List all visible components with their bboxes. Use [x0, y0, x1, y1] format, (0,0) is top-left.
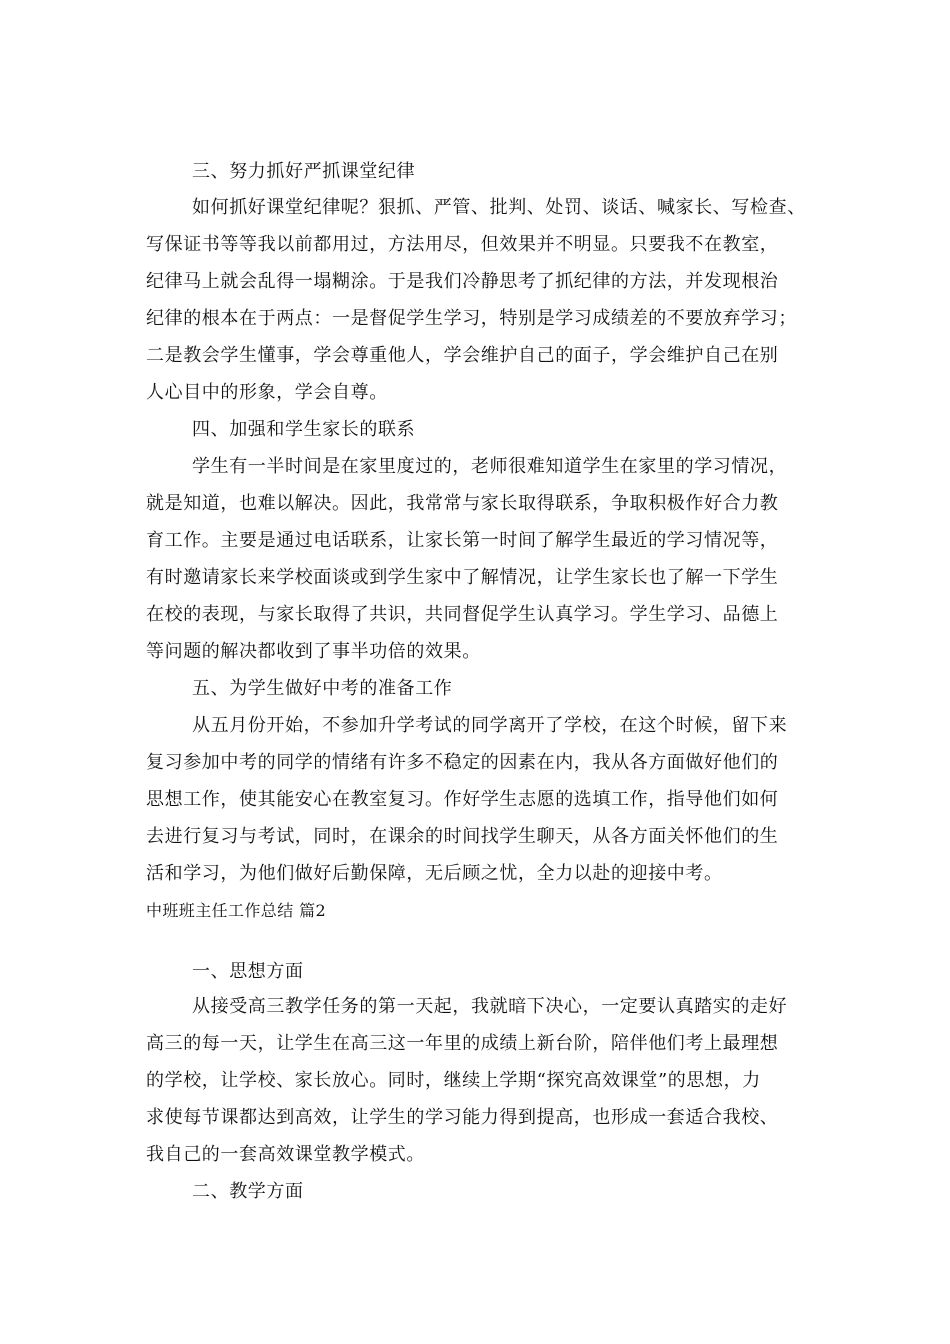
section4-heading: 四、加强和学生家长的联系 [192, 419, 416, 440]
paragraph-line: 去进行复习与考试，同时，在课余的时间找学生聊天，从各方面关怀他们的生 [146, 826, 779, 847]
paragraph-line: 在校的表现，与家长取得了共识，共同督促学生认真学习。学生学习、品德上 [146, 604, 779, 625]
article2-section1-heading: 一、思想方面 [192, 961, 304, 982]
paragraph-line: 思想工作，使其能安心在教室复习。作好学生志愿的选填工作，指导他们如何 [146, 789, 779, 810]
paragraph-line: 纪律马上就会乱得一塌糊涂。于是我们冷静思考了抓纪律的方法，并发现根治 [146, 271, 779, 292]
section3-heading: 三、努力抓好严抓课堂纪律 [192, 161, 416, 182]
paragraph-line: 复习参加中考的同学的情绪有许多不稳定的因素在内，我从各方面做好他们的 [146, 752, 779, 773]
paragraph-line: 活和学习，为他们做好后勤保障，无后顾之忧，全力以赴的迎接中考。 [146, 863, 723, 884]
paragraph-line: 等问题的解决都收到了事半功倍的效果。 [146, 641, 481, 662]
paragraph-line: 从接受高三教学任务的第一天起，我就暗下决心，一定要认真踏实的走好 [192, 996, 788, 1017]
paragraph-line: 高三的每一天，让学生在高三这一年里的成绩上新台阶，陪伴他们考上最理想 [146, 1033, 779, 1054]
paragraph-line: 写保证书等等我以前都用过，方法用尽，但效果并不明显。只要我不在教室， [146, 234, 779, 255]
paragraph-line: 有时邀请家长来学校面谈或到学生家中了解情况，让学生家长也了解一下学生 [146, 567, 779, 588]
paragraph-line: 就是知道，也难以解决。因此，我常常与家长取得联系，争取积极作好合力教 [146, 493, 779, 514]
paragraph-line: 求使每节课都达到高效，让学生的学习能力得到提高，也形成一套适合我校、 [146, 1107, 779, 1128]
paragraph-line: 学生有一半时间是在家里度过的，老师很难知道学生在家里的学习情况， [192, 456, 788, 477]
paragraph-line: 的学校，让学校、家长放心。同时，继续上学期“探究高效课堂”的思想，力 [146, 1070, 761, 1091]
paragraph-line: 人心目中的形象，学会自尊。 [146, 382, 388, 403]
paragraph-line: 纪律的根本在于两点：一是督促学生学习，特别是学习成绩差的不要放弃学习； [146, 308, 797, 329]
paragraph-line: 我自己的一套高效课堂教学模式。 [146, 1144, 425, 1165]
paragraph-line: 如何抓好课堂纪律呢？狠抓、严管、批判、处罚、谈话、喊家长、写检查、 [192, 197, 806, 218]
article2-section2-heading: 二、教学方面 [192, 1181, 304, 1202]
section5-heading: 五、为学生做好中考的准备工作 [192, 678, 453, 699]
article-title: 中班班主任工作总结 篇2 [146, 901, 327, 920]
paragraph-line: 从五月份开始，不参加升学考试的同学离开了学校，在这个时候，留下来 [192, 715, 788, 736]
paragraph-line: 育工作。主要是通过电话联系，让家长第一时间了解学生最近的学习情况等， [146, 530, 779, 551]
paragraph-line: 二是教会学生懂事，学会尊重他人，学会维护自己的面子，学会维护自己在别 [146, 345, 779, 366]
